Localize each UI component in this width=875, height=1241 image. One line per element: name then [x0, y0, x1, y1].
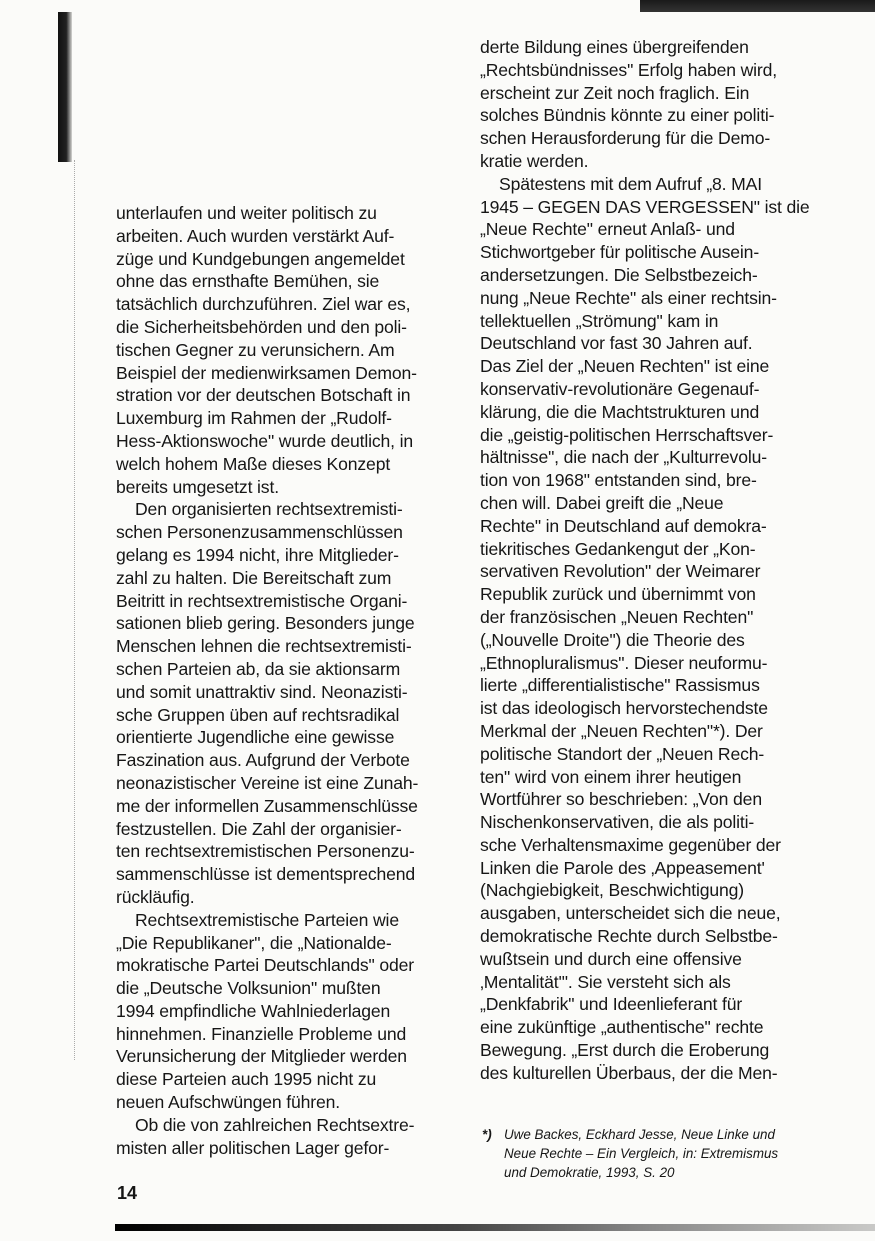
text-line: Hess-Aktionswoche" wurde deutlich, in	[116, 430, 413, 451]
footnote	[482, 1125, 802, 1183]
text-line: Linken die Parole des ‚Appeasement'	[480, 857, 765, 878]
text-line: (Nachgiebigkeit, Beschwichtigung)	[480, 880, 744, 901]
text-line: welch hohem Maße dieses Konzept	[116, 453, 391, 474]
text-line: solches Bündnis könnte zu einer politi-	[480, 105, 775, 126]
text-line: chen will. Dabei greift die „Neue	[480, 492, 724, 513]
text-line: 1994 empfindliche Wahlniederlagen	[116, 1000, 391, 1021]
text-line: schen Parteien ab, da sie aktionsarm	[116, 658, 401, 679]
text-line: tischen Gegner zu verunsichern. Am	[116, 339, 395, 360]
text-line: derte Bildung eines übergreifenden	[480, 37, 749, 57]
text-line: festzustellen. Die Zahl der organisier-	[116, 818, 402, 839]
footnote-line: Neue Rechte – Ein Vergleich, in: Extremismus	[504, 1146, 779, 1162]
text-line: tiekritisches Gedankengut der „Kon-	[480, 538, 756, 559]
text-line: Bewegung. „Erst durch die Eroberung	[480, 1040, 770, 1061]
text-line: misten aller politischen Lager gefor-	[116, 1137, 390, 1158]
text-line: tatsächlich durchzuführen. Ziel war es,	[116, 294, 411, 315]
paragraph	[116, 1114, 451, 1160]
paragraph	[116, 498, 451, 908]
text-line: des kulturellen Überbaus, der die Men-	[480, 1062, 778, 1083]
text-line: „Rechtsbündnisses" Erfolg haben wird,	[480, 59, 778, 80]
text-line: ausgaben, unterscheidet sich die neue,	[480, 903, 781, 924]
text-line: orientierte Jugendliche eine gewisse	[116, 727, 395, 748]
scan-shadow-left	[58, 12, 72, 162]
text-line: „Ethnopluralismus". Dieser neuformu-	[480, 652, 768, 673]
text-line: Wortführer so beschrieben: „Von den	[480, 789, 762, 810]
text-line: bereits umgesetzt ist.	[116, 476, 279, 497]
footnote-line	[482, 1125, 802, 1144]
text-line: diese Parteien auch 1995 nicht zu	[116, 1069, 377, 1090]
text-line: Deutschland vor fast 30 Jahren auf.	[480, 333, 753, 354]
text-line: Nischenkonservativen, die als politi-	[480, 812, 755, 833]
text-line: „Die Republikaner", die „Nationalde-	[116, 932, 392, 953]
text-line: zahl zu halten. Die Bereitschaft zum	[116, 567, 392, 588]
text-line: Menschen lehnen die rechtsextremisti-	[116, 636, 412, 657]
text-line: gelang es 1994 nicht, ihre Mitglieder-	[116, 544, 399, 565]
text-line: und somit unattraktiv sind. Neonazisti-	[116, 681, 408, 702]
scan-edge-left	[74, 160, 77, 1060]
text-line: ist das ideologisch hervorstechendste	[480, 698, 768, 719]
text-line: hältnisse", die nach der „Kulturrevolu-	[480, 447, 767, 468]
paragraph	[116, 202, 451, 498]
text-line: neuen Aufschwüngen führen.	[116, 1092, 341, 1113]
text-line: „Neue Rechte" erneut Anlaß- und	[480, 219, 735, 240]
text-line: ohne das ernsthafte Bemühen, sie	[116, 271, 380, 292]
paragraph	[480, 36, 820, 173]
left-column	[116, 202, 451, 1159]
scan-shadow-top	[640, 0, 875, 12]
text-line: sammenschlüsse ist dementsprechend	[116, 864, 416, 885]
text-line: mokratische Partei Deutschlands" oder	[116, 955, 414, 976]
text-line: tion von 1968" entstanden sind, bre-	[480, 470, 757, 491]
scan-shadow-bottom	[115, 1224, 875, 1231]
text-line: ten rechtsextremistischen Personenzu-	[116, 841, 415, 862]
text-line: arbeiten. Auch wurden verstärkt Auf-	[116, 225, 395, 246]
text-line: neonazistischer Vereine ist eine Zunah-	[116, 772, 419, 793]
text-line: Rechte" in Deutschland auf demokra-	[480, 515, 767, 536]
page-number: 14	[117, 1183, 138, 1203]
text-line: servativen Revolution" der Weimarer	[480, 561, 761, 582]
right-column	[480, 36, 820, 1085]
text-line: hinnehmen. Finanzielle Probleme und	[116, 1023, 407, 1044]
text-line: Stichwortgeber für politische Ausein-	[480, 242, 760, 263]
text-line: Verunsicherung der Mitglieder werden	[116, 1046, 407, 1067]
text-line: wußtsein und durch eine offensive	[480, 948, 742, 969]
text-line: klärung, die die Machtstrukturen und	[480, 401, 760, 422]
text-line: „Denkfabrik" und Ideenlieferant für	[480, 994, 743, 1015]
text-line: kratie werden.	[480, 150, 589, 171]
paragraph	[116, 909, 451, 1114]
text-line: Beitritt in rechtsextremistische Organi-	[116, 590, 408, 611]
text-line: die Sicherheitsbehörden und den poli-	[116, 316, 407, 337]
text-line: stration vor der deutschen Botschaft in	[116, 385, 411, 406]
text-line: die „geistig-politischen Herrschaftsver-	[480, 424, 774, 445]
text-line: Beispiel der medienwirksamen Demon-	[116, 362, 417, 383]
text-line: me der informellen Zusammenschlüsse	[116, 795, 418, 816]
text-line: Den organisierten rechtsextremisti-	[135, 499, 403, 520]
text-line: schen Personenzusammenschlüssen	[116, 522, 403, 543]
text-line: Ob die von zahlreichen Rechtsextre-	[135, 1114, 415, 1135]
text-line: rückläufig.	[116, 886, 195, 907]
paragraph	[480, 173, 820, 1085]
text-line: eine zukünftige „authentische" rechte	[480, 1017, 764, 1038]
text-line: unterlaufen und weiter politisch zu	[116, 203, 377, 223]
text-line: Das Ziel der „Neuen Rechten" ist eine	[480, 356, 770, 377]
text-line: züge und Kundgebungen angemeldet	[116, 248, 405, 269]
text-line: ten" wird von einem ihrer heutigen	[480, 766, 742, 787]
text-line: Faszination aus. Aufgrund der Verbote	[116, 750, 410, 771]
text-line: konservativ-revolutionäre Gegenauf-	[480, 378, 760, 399]
text-line: tellektuellen „Strömung" kam in	[480, 310, 719, 331]
text-line: politische Standort der „Neuen Rech-	[480, 743, 765, 764]
text-line: Rechtsextremistische Parteien wie	[135, 909, 399, 930]
text-line: der französischen „Neuen Rechten"	[480, 606, 754, 627]
footnote-text: Uwe Backes, Eckhard Jesse, Neue Linke und	[504, 1127, 775, 1142]
text-line: sationen blieb gering. Besonders junge	[116, 613, 415, 634]
text-line: sche Gruppen üben auf rechtsradikal	[116, 704, 400, 725]
text-line: 1945 – GEGEN DAS VERGESSEN" ist die	[480, 196, 810, 217]
text-line: nung „Neue Rechte" als einer rechtsin-	[480, 287, 777, 308]
text-line: ‚Mentalität'". Sie versteht sich als	[480, 971, 731, 992]
text-line: Merkmal der „Neuen Rechten"*). Der	[480, 720, 763, 741]
text-line: die „Deutsche Volksunion" mußten	[116, 978, 381, 999]
text-line: Spätestens mit dem Aufruf „8. MAI	[499, 173, 762, 194]
text-line: andersetzungen. Die Selbstbezeich-	[480, 264, 758, 285]
text-line: Republik zurück und übernimmt von	[480, 584, 756, 605]
text-line: Luxemburg im Rahmen der „Rudolf-	[116, 408, 392, 429]
text-line: schen Herausforderung für die Demo-	[480, 128, 771, 149]
footnote-marker: *)	[482, 1127, 492, 1142]
footnote-line: und Demokratie, 1993, S. 20	[504, 1165, 675, 1181]
text-line: („Nouvelle Droite") die Theorie des	[480, 629, 745, 650]
text-line: lierte „differentialistische" Rassismus	[480, 675, 760, 696]
text-line: erscheint zur Zeit noch fraglich. Ein	[480, 82, 750, 103]
text-line: sche Verhaltensmaxime gegenüber der	[480, 834, 781, 855]
text-line: demokratische Rechte durch Selbstbe-	[480, 926, 778, 947]
